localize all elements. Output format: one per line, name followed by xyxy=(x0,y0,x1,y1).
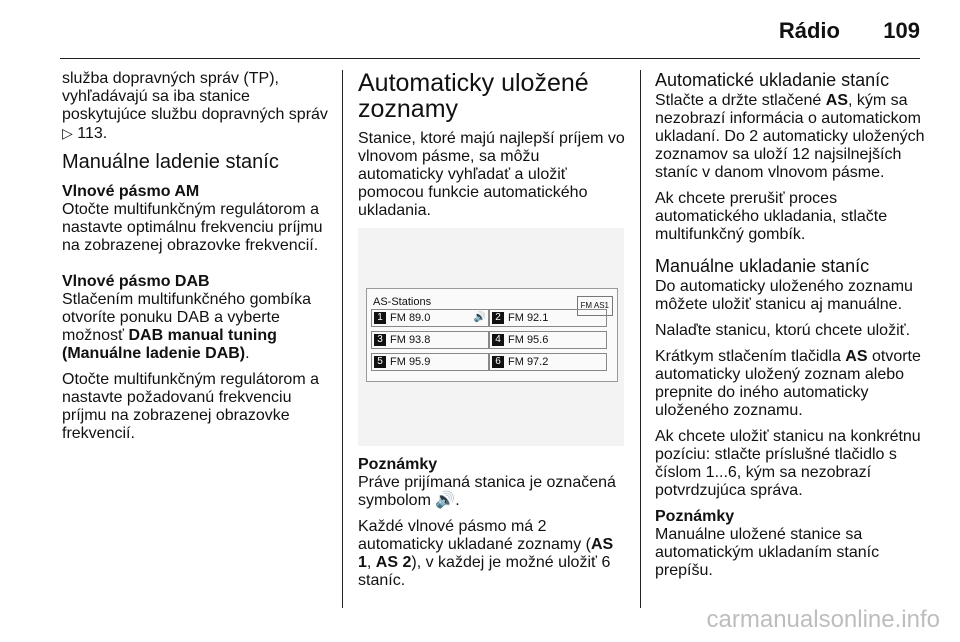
speaker-icon: 🔊 xyxy=(473,312,486,323)
station-label: FM 97.2 xyxy=(508,356,549,368)
station-slot-4[interactable] xyxy=(489,331,607,349)
as-button-label: AS xyxy=(845,348,868,365)
slot-number: 1 xyxy=(374,312,386,324)
as-stations-screen xyxy=(366,288,618,382)
as-lists-paragraph xyxy=(358,518,626,590)
press-text-a: Krátkym stlačením tlačidla xyxy=(655,348,841,365)
slot-number: 3 xyxy=(374,334,386,346)
page-ref-arrow-icon: ▷ xyxy=(62,125,73,141)
dab-paragraph-2: Otočte multifunkčným regulátorom a nastavte požadovanú frekvenciu príjmu na zobrazenej obrazovke frekvencií. xyxy=(62,371,319,442)
dab-menu-option: DAB manual tuning (Manuálne ladenie DAB) xyxy=(62,327,277,362)
autosave-text-b: , kým sa nezobrazí informácia o automatickom ukladaní. Do 2 automaticky uložených zoznamov sa uloží 12 najsilnejších staníc v danom vlnovom pásme. xyxy=(655,92,925,181)
station-slot-1[interactable] xyxy=(371,309,489,327)
as-text-a: Každé vlnové pásmo má 2 automaticky ukladané zoznamy ( xyxy=(358,518,591,553)
dab-subheading: Vlnové pásmo DAB xyxy=(62,273,210,290)
note-block-2 xyxy=(655,508,927,580)
station-label: FM 93.8 xyxy=(390,334,431,346)
dab-text-end: . xyxy=(245,345,250,362)
watermark: carmanualsonline.info xyxy=(706,606,940,633)
column-right xyxy=(655,70,927,588)
as-comma: , xyxy=(366,554,376,571)
column-divider-1 xyxy=(342,70,343,608)
tune-paragraph: Nalaďte stanicu, ktorú chcete uložiť. xyxy=(655,322,911,339)
speaker-icon: 🔊 xyxy=(435,492,456,509)
heading-manual-save: Manuálne ukladanie staníc xyxy=(655,256,870,276)
as1-label: AS 1 xyxy=(358,536,614,571)
station-label: FM 89.0 xyxy=(390,312,431,324)
note-end: . xyxy=(455,492,460,509)
station-slot-2[interactable] xyxy=(489,309,607,327)
station-slot-3[interactable] xyxy=(371,331,489,349)
as2-label: AS 2 xyxy=(375,554,412,571)
position-paragraph: Ak chcete uložiť stanicu na konkrétnu pozíciu: stlačte príslušné tlačidlo s číslom 1...6, kým sa nezobrazí potvrdzujúca správa. xyxy=(655,428,921,499)
column-divider-2 xyxy=(640,70,641,608)
note-title: Poznámky xyxy=(358,456,438,473)
note-block xyxy=(358,456,626,510)
column-left xyxy=(62,70,334,451)
note-title: Poznámky xyxy=(655,508,735,525)
as-button-label: AS xyxy=(825,92,848,109)
am-subheading: Vlnové pásmo AM xyxy=(62,183,200,200)
as-stations-figure xyxy=(358,228,624,446)
station-slot-6[interactable] xyxy=(489,353,607,371)
slot-number: 2 xyxy=(492,312,504,324)
intro-text: služba dopravných správ (TP), vyhľadávajú sa iba stanice poskytujúce službu dopravných správ xyxy=(62,70,328,123)
auto-save-paragraph xyxy=(655,92,927,182)
section-title: Rádio xyxy=(778,18,840,43)
slot-number: 5 xyxy=(374,356,386,368)
station-label: FM 92.1 xyxy=(508,312,549,324)
note-text: Práve prijímaná stanica je označená symbolom xyxy=(358,474,616,509)
heading-manual-tuning: Manuálne ladenie staníc xyxy=(62,151,279,173)
screen-band-label: FM AS1 xyxy=(577,296,613,316)
intro-paragraph xyxy=(62,70,334,143)
auto-lists-paragraph: Stanice, ktoré majú najlepší príjem vo vlnovom pásme, sa môžu automaticky vyhľadať a uložiť pomocou funkcie automatického ukladania. xyxy=(358,130,625,219)
slot-number: 4 xyxy=(492,334,504,346)
manual-save-paragraph: Do automaticky uloženého zoznamu môžete uložiť stanicu aj manuálne. xyxy=(655,278,913,313)
screen-title: AS-Stations xyxy=(373,296,432,308)
header-divider xyxy=(60,58,920,59)
am-paragraph xyxy=(62,183,334,255)
page-ref[interactable]: 113. xyxy=(77,125,108,142)
station-grid xyxy=(371,307,611,373)
note-text: Manuálne uložené stanice sa automatickým ukladaním staníc prepíšu. xyxy=(655,526,880,579)
slot-number: 6 xyxy=(492,356,504,368)
station-label: FM 95.6 xyxy=(508,334,549,346)
station-slot-5[interactable] xyxy=(371,353,489,371)
heading-auto-lists: Automaticky uložené zoznamy xyxy=(358,69,589,123)
as-text-b: ), v každej je možné uložiť 6 staníc. xyxy=(358,554,611,589)
page-number: 109 xyxy=(883,18,920,43)
as-press-paragraph xyxy=(655,348,927,420)
autosave-text-a: Stlačte a držte stlačené xyxy=(655,92,822,109)
column-middle xyxy=(358,70,626,598)
cancel-paragraph: Ak chcete prerušiť proces automatického ukladania, stlačte multifunkčný gombík. xyxy=(655,190,888,243)
press-text-b: otvorte automaticky uložený zoznam alebo prepnite do iného automaticky uloženého zoznamu. xyxy=(655,348,921,419)
dab-text: Stlačením multifunkčného gombíka otvoríte ponuku DAB a vyberte možnosť xyxy=(62,291,312,344)
station-label: FM 95.9 xyxy=(390,356,431,368)
am-text: Otočte multifunkčným regulátorom a nastavte optimálnu frekvenciu príjmu na zobrazenej obrazovke frekvencií. xyxy=(62,201,323,254)
page-header xyxy=(0,0,960,60)
dab-paragraph xyxy=(62,273,334,363)
heading-auto-save: Automatické ukladanie staníc xyxy=(655,70,890,90)
